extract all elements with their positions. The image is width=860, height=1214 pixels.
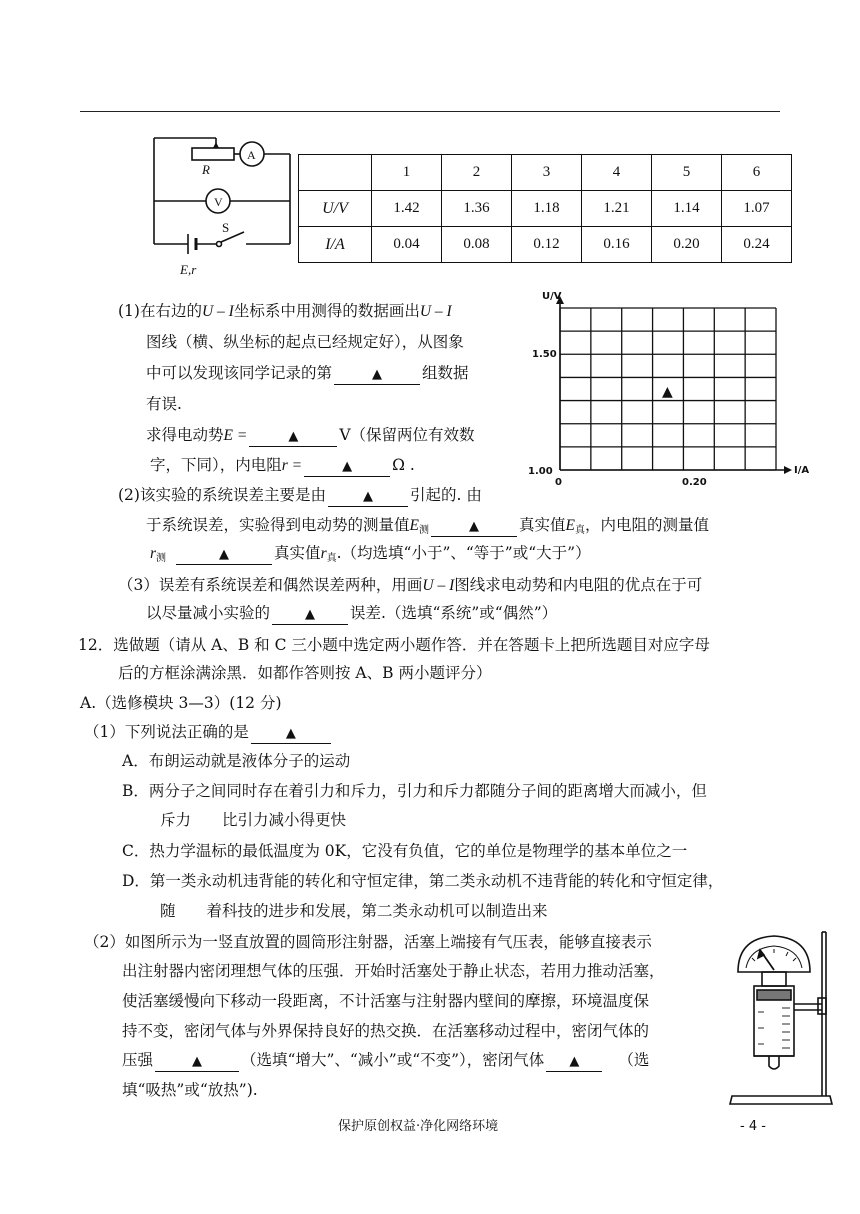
subscript: 真 xyxy=(326,553,337,564)
table-cell: 0.04 xyxy=(372,227,442,263)
answer-mark: ▲ xyxy=(569,1054,580,1069)
table-cell: 1.36 xyxy=(442,191,512,227)
answer-blank[interactable] xyxy=(249,426,337,447)
u-i-graph xyxy=(522,288,822,488)
q12-a2-line2: 出注射器内密闭理想气体的压强．开始时活塞处于静止状态，若用力推动活塞， xyxy=(122,962,665,980)
option-b-line2: 斥力 比引力减小得更快 xyxy=(160,811,347,829)
q11-p2-line2 xyxy=(146,514,709,542)
table-header-cell: 6 xyxy=(722,155,792,191)
formula: U – I xyxy=(419,303,452,320)
section-a-heading: A.（选修模块 3—3）(12 分) xyxy=(80,694,282,712)
resistor-label: R xyxy=(202,162,210,177)
text: （1）下列说法正确的是 xyxy=(84,723,249,741)
origin-label: 1.00 xyxy=(528,466,553,477)
text: 真实值 xyxy=(518,516,566,534)
table-cell: 0.12 xyxy=(512,227,582,263)
answer-blank[interactable] xyxy=(334,364,420,385)
answer-blank[interactable] xyxy=(546,1051,602,1072)
option-a: A．布朗运动就是液体分子的运动 xyxy=(122,752,351,770)
text: V（保留两位有效数 xyxy=(339,426,475,444)
text: 误差.（选填“系统”或“偶然”） xyxy=(350,604,558,622)
text: 坐标系中用测得的数据画出 xyxy=(233,302,420,320)
answer-mark: ▲ xyxy=(305,607,316,622)
answer-mark: ▲ xyxy=(372,367,383,382)
table-cell: 1.14 xyxy=(652,191,722,227)
text: ，内电阻的测量值 xyxy=(584,516,709,534)
table-row xyxy=(299,227,792,263)
text: （3）误差有系统误差和偶然误差两种，用画 xyxy=(118,576,423,594)
text: .（均选填“小于”、“等于”或“大于”） xyxy=(336,544,591,562)
q11-p2-line3 xyxy=(150,542,591,570)
answer-mark: ▲ xyxy=(192,1054,203,1069)
answer-mark: ▲ xyxy=(362,489,373,504)
y-tick-label: 1.50 xyxy=(532,349,557,360)
formula: r = xyxy=(281,457,303,474)
header-rule xyxy=(80,111,780,112)
text: 字，下同），内电阻 xyxy=(150,456,282,474)
answer-mark: ▲ xyxy=(219,547,230,562)
q12-line2: 后的方框涂满涂黑．如都作答则按 A、B 两小题评分） xyxy=(118,664,492,682)
q12-a2-line1: （2）如图所示为一竖直放置的圆筒形注射器，活塞上端接有气压表，能够直接表示 xyxy=(84,933,652,951)
answer-blank[interactable] xyxy=(328,486,408,507)
table-cell: 1.21 xyxy=(582,191,652,227)
text: 引起的. 由 xyxy=(409,486,482,504)
q11-p3-line1 xyxy=(118,574,702,597)
answer-mark: ▲ xyxy=(285,726,296,741)
answer-blank[interactable] xyxy=(155,1051,239,1072)
q11-p1-line2: 图线（横、纵坐标的起点已经规定好），从图象 xyxy=(146,333,464,351)
text: 压强 xyxy=(122,1051,154,1069)
table-header-cell: 5 xyxy=(652,155,722,191)
option-d-line2: 随 着科技的进步和发展，第二类永动机可以制造出来 xyxy=(160,902,548,920)
text: 于系统误差，实验得到电动势的测量值 xyxy=(146,516,410,534)
text: 图线求电动势和内电阻的优点在于可 xyxy=(454,576,703,594)
answer-blank[interactable] xyxy=(272,604,348,625)
answer-mark: ▲ xyxy=(288,429,299,444)
circuit-diagram xyxy=(140,134,300,284)
q11-p1-line4: 有误. xyxy=(146,395,182,413)
table-cell: 0.08 xyxy=(442,227,512,263)
q11-p1-line5 xyxy=(146,424,475,447)
formula: U – I xyxy=(201,303,234,320)
text: Ω . xyxy=(392,456,415,474)
text: 以尽量减小实验的 xyxy=(146,604,271,622)
option-c: C．热力学温标的最低温度为 0K，它没有负值，它的单位是物理学的基本单位之一 xyxy=(122,842,688,860)
symbol: E xyxy=(409,517,419,534)
x-tick-label: 0 xyxy=(555,477,562,488)
syringe-apparatus-figure xyxy=(724,928,834,1108)
row-label: I/A xyxy=(299,227,372,263)
table-header-cell: 3 xyxy=(512,155,582,191)
subscript: 测 xyxy=(418,525,429,536)
table-cell: 1.07 xyxy=(722,191,792,227)
q11-p1-line1 xyxy=(118,300,452,323)
formula: U – I xyxy=(422,577,455,594)
symbol: E xyxy=(565,517,575,534)
q12-a2-line5 xyxy=(122,1049,649,1072)
q12-line1: 12．选做题（请从 A、B 和 C 三小题中选定两小题作答．并在答题卡上把所选题目对应字母 xyxy=(78,636,710,654)
subscript: 真 xyxy=(574,525,585,536)
x-tick-label: 0.20 xyxy=(682,477,707,488)
text: 真实值 xyxy=(274,544,321,562)
table-cell: 0.20 xyxy=(652,227,722,263)
answer-mark: ▲ xyxy=(468,519,479,534)
q11-p2-line1 xyxy=(118,484,482,507)
text: 中可以发现该同学记录的第 xyxy=(146,364,333,382)
answer-blank[interactable] xyxy=(304,456,390,477)
q11-p1-line3 xyxy=(146,362,469,385)
y-axis-label: U/V xyxy=(542,291,562,302)
text: (2)该实验的系统误差主要是由 xyxy=(118,486,326,504)
text: (1)在右边的 xyxy=(118,302,202,320)
option-d-line1: D．第一类永动机违背能的转化和守恒定律，第二类永动机不违背能的转化和守恒定律， xyxy=(122,872,724,890)
answer-blank[interactable] xyxy=(251,723,331,744)
table-cell: 0.16 xyxy=(582,227,652,263)
row-label: U/V xyxy=(299,191,372,227)
answer-mark: ▲ xyxy=(342,459,353,474)
answer-blank[interactable] xyxy=(431,516,517,537)
symbol: r xyxy=(150,545,157,562)
table-row xyxy=(299,191,792,227)
q12-a2-line4: 持不变，密闭气体与外界保持良好的热交换．在活塞移动过程中，密闭气体的 xyxy=(122,1022,650,1040)
table-cell: 1.18 xyxy=(512,191,582,227)
text: （选 xyxy=(618,1051,650,1069)
q12-a2-line6: 填“吸热”或“放热”). xyxy=(122,1081,258,1099)
q12-a2-line3: 使活塞缓慢向下移动一段距离，不计活塞与注射器内壁间的摩擦，环境温度保 xyxy=(122,992,650,1010)
table-header-cell: 1 xyxy=(372,155,442,191)
voltmeter-label: V xyxy=(214,195,223,209)
symbol: r xyxy=(320,545,327,562)
x-axis-label: I/A xyxy=(794,465,810,476)
answer-blank[interactable] xyxy=(176,544,272,565)
table-header-cell xyxy=(299,155,372,191)
q11-p3-line2 xyxy=(146,602,557,625)
q11-p1-line6 xyxy=(150,454,415,477)
text: （选填“增大”、“减小”或“不变”），密闭气体 xyxy=(241,1051,545,1069)
table-header-cell: 2 xyxy=(442,155,512,191)
source-label: E,r xyxy=(180,262,197,277)
data-table xyxy=(298,154,792,263)
page-number: - 4 - xyxy=(740,1119,766,1134)
ammeter-label: A xyxy=(247,148,256,162)
q12-a1-stem xyxy=(84,721,333,744)
answer-placeholder-mark: ▲ xyxy=(662,384,673,400)
table-cell: 0.24 xyxy=(722,227,792,263)
text: 求得电动势 xyxy=(146,426,224,444)
table-header-cell: 4 xyxy=(582,155,652,191)
footer-text: 保护原创权益·净化网络环境 xyxy=(338,1119,499,1134)
switch-label: S xyxy=(222,220,230,235)
subscript: 测 xyxy=(156,553,167,564)
table-cell: 1.42 xyxy=(372,191,442,227)
formula: E = xyxy=(223,427,248,444)
option-b-line1: B．两分子之间同时存在着引力和斥力，引力和斥力都随分子间的距离增大而减小，但 xyxy=(122,782,707,800)
text: 组数据 xyxy=(422,364,469,382)
table-header-row xyxy=(299,155,792,191)
